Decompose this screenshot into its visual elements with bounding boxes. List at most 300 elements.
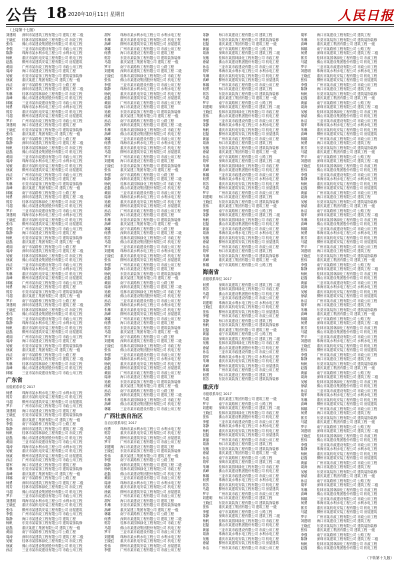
entry-name: 杨帆	[300, 91, 308, 96]
entry-text: 东莞市某装饰工程有限公司 建筑装饰装修	[218, 199, 279, 204]
entry-name: 胡军	[104, 393, 111, 397]
entry-text: 深圳市某建筑工程有限公司 建筑工程 二级	[120, 516, 182, 521]
entry-name: 徐斌	[202, 240, 210, 244]
entry-text: 东莞市某装饰工程有限公司 建筑装饰装修	[120, 55, 181, 60]
entry-text: 海口市某建设工程有限公司 建筑工程	[316, 411, 371, 415]
entry-name: 张伟	[104, 453, 111, 458]
entry-text: 柳州市某建筑安装工程有限公司 房屋建筑	[218, 186, 279, 190]
entry-name: 马超	[300, 150, 308, 154]
entry-name: 徐斌	[202, 451, 210, 455]
entry-text: 深圳市某建筑工程有限公司 建筑工程 二级	[316, 267, 379, 271]
header-rule-thin	[6, 26, 394, 27]
entry-name: 吴敏	[6, 73, 13, 78]
entry-name: 赵磊	[6, 150, 13, 154]
entry-name: 林娜	[104, 406, 111, 411]
entry-text: 佛山市某建设集团股份有限公司 机电工程	[120, 525, 181, 530]
entry-text: 广州市某市政工程有限公司 市政公用工程	[316, 244, 378, 249]
entry-text: 重庆市某机电安装工程有限公司 机电工程	[120, 37, 181, 42]
entry-name: 吴敏	[202, 235, 210, 240]
entry-text: 三亚市某市政建设有限公司 市政公用工程	[218, 473, 279, 478]
entry-text: 深圳市某建筑工程有限公司 建筑工程 二级	[218, 514, 280, 518]
entry-name: 罗平	[300, 64, 308, 69]
entry-name: 杨帆	[202, 217, 210, 222]
entry-name: 杨帆	[104, 467, 111, 471]
entry-name: 何勇	[104, 231, 111, 235]
entry-name: 朱琳	[104, 127, 111, 132]
entry-text: 深圳市某建筑工程有限公司 建筑工程 二级	[316, 483, 379, 487]
entry-text: 柳州市某建筑安装工程有限公司 房屋建筑	[218, 78, 279, 82]
entry-name: 陈静	[202, 213, 210, 217]
column-1	[6, 33, 99, 553]
entry-name: 何勇	[202, 478, 210, 482]
entry-name: 何勇	[300, 411, 308, 415]
entry-name: 孙洁	[300, 478, 308, 483]
entry-text: 珠海市某水利水电工程公司 水利水电工程	[22, 213, 83, 217]
entry-name: 赵磊	[300, 366, 308, 370]
entry-name: 林娜	[300, 496, 308, 501]
entry-name: 黄丽	[6, 334, 13, 339]
list-item	[203, 377, 296, 382]
entry-name: 张伟	[300, 438, 308, 442]
list-item	[203, 546, 296, 551]
entry-name: 徐斌	[6, 453, 13, 458]
entry-name: 黄丽	[202, 46, 210, 51]
entry-text: 佛山市某建设集团股份有限公司 机电工程	[316, 438, 378, 442]
entry-text: 佛山市某建设集团股份有限公司 机电工程	[316, 384, 378, 388]
entry-name: 朱琳	[104, 503, 111, 507]
entry-name: 马超	[6, 204, 13, 208]
entry-name: 胡军	[104, 123, 111, 127]
entry-name: 孙洁	[6, 548, 13, 552]
entry-name: 林娜	[202, 82, 210, 87]
entry-text: 佛山市某建设集团股份有限公司 机电工程	[120, 132, 181, 136]
entry-text: 三亚市某市政建设有限公司 市政公用工程	[120, 82, 181, 87]
entry-name: 吴敏	[6, 539, 13, 543]
entry-name: 王晓红	[104, 539, 115, 543]
entry-name: 郭芳	[104, 325, 111, 330]
entry-name: 周涛	[104, 105, 111, 109]
entry-name: 陈静	[104, 177, 111, 181]
entry-name: 赵磊	[104, 96, 111, 100]
entry-name: 孙洁	[6, 82, 13, 87]
entry-name: 杨帆	[6, 145, 13, 150]
entry-text: 佛山市某建设集团股份有限公司 机电工程	[218, 345, 279, 350]
entry-name: 吴敏	[300, 469, 308, 474]
entry-text: 重庆某建工集团有限公司 建筑工程 一级	[22, 132, 81, 136]
entry-name: 王晓红	[104, 343, 115, 348]
entry-name: 杨帆	[6, 325, 13, 330]
entry-name: 罗平	[300, 244, 308, 249]
entry-name: 朱琳	[202, 464, 210, 469]
entry-text: 桂林市某园林绿化工程有限公司 市政工程	[120, 73, 181, 78]
entry-text: 柳州市某建筑安装工程有限公司 房屋建筑	[120, 42, 181, 46]
entry-text: 三亚市某市政建设有限公司 市政公用工程	[22, 370, 83, 375]
entry-name: 马超	[104, 60, 111, 64]
entry-text: 三亚市某市政建设有限公司 市政公用工程	[316, 442, 378, 447]
entry-text: 东莞市某装饰工程有限公司 建筑装饰装修	[316, 253, 378, 258]
header-rule	[6, 24, 394, 25]
entry-name: 高峰	[6, 276, 13, 280]
entry-name: 陈静	[6, 141, 13, 145]
entry-text: 重庆某建工集团有限公司 建筑工程 一级	[22, 294, 81, 298]
entry-text: 柳州市某建筑安装工程有限公司 房屋建筑	[22, 114, 83, 118]
entry-name: 陈静	[6, 321, 13, 325]
entry-text: 桂林市某园林绿化工程有限公司 市政工程	[120, 181, 181, 186]
entry-text: 重庆市某机电安装工程有限公司 机电工程	[316, 127, 378, 132]
entry-text: 重庆某建工集团有限公司 建筑工程 一级	[218, 327, 277, 332]
entry-text: 重庆市某机电安装工程有限公司 机电工程	[120, 361, 181, 366]
entry-text: 珠海市某水利水电工程公司 水利水电工程	[22, 321, 83, 325]
entry-text: 桂林市某园林绿化工程有限公司 市政工程	[22, 253, 83, 258]
entry-name: 陈静	[6, 51, 13, 55]
entry-text: 重庆市某机电安装工程有限公司 机电工程	[22, 163, 83, 168]
entry-name: 陈静	[202, 514, 210, 518]
entry-name: 孙洁	[6, 172, 13, 177]
entry-name: 赵磊	[6, 60, 13, 64]
entry-name: 李强	[202, 314, 210, 318]
entry-name: 朱琳	[104, 307, 111, 312]
entry-text: 三亚市某市政建设有限公司 市政公用工程	[218, 419, 279, 424]
entry-text: 三亚市某市政建设有限公司 市政公用工程	[22, 262, 83, 267]
entry-name: 刘建明	[202, 496, 213, 500]
entry-name: 刘建明	[202, 406, 213, 410]
entry-name: 李强	[202, 118, 210, 123]
entry-name: 郭芳	[104, 145, 111, 150]
entry-name: 何勇	[300, 141, 308, 145]
entry-text: 柳州市某建筑安装工程有限公司 房屋建筑	[120, 204, 181, 208]
entry-text: 柳州市某建筑安装工程有限公司 房屋建筑	[22, 330, 83, 334]
entry-name: 林娜	[202, 172, 210, 177]
entry-text: 重庆市某机电安装工程有限公司 机电工程	[120, 539, 181, 543]
section-subtitle-guangdong: 省级联系单位 2017	[6, 385, 36, 389]
entry-name: 何勇	[6, 195, 13, 199]
entry-name: 周涛	[300, 465, 308, 469]
entry-text: 桂林市某园林绿化工程有限公司 市政工程	[120, 127, 181, 132]
entry-name: 高峰	[104, 132, 111, 136]
entry-text: 海口市某建设工程有限公司 建筑工程	[22, 408, 76, 413]
entry-name: 黄丽	[300, 370, 308, 375]
entry-name: 陈静	[300, 357, 308, 361]
entry-text: 佛山市某建设集团股份有限公司 机电工程	[218, 469, 279, 473]
entry-text: 深圳市某建筑工程有限公司 建筑工程 二级	[120, 462, 182, 467]
entry-text: 重庆市某机电安装工程有限公司 机电工程	[218, 73, 279, 78]
entry-name: 胡军	[202, 69, 210, 73]
entry-name: 郭芳	[6, 395, 13, 399]
entry-text: 桂林市某园林绿化工程有限公司 市政工程	[22, 307, 83, 312]
entry-text: 深圳市某建筑工程有限公司 建筑工程 二级	[218, 159, 280, 163]
entry-name: 罗平	[104, 154, 111, 159]
entry-text: 珠海市某水利水电工程公司 水利水电工程	[120, 357, 181, 361]
entry-name: 王晓红	[6, 127, 16, 132]
entry-text: 南宁市某路桥工程有限公司 公路工程	[120, 458, 175, 462]
entry-text: 佛山市某建设集团股份有限公司 机电工程	[120, 402, 181, 406]
entry-name: 陈静	[104, 462, 111, 467]
entry-name: 马超	[6, 294, 13, 298]
entry-name: 胡军	[6, 267, 13, 271]
entry-text: 桂林市某园林绿化工程有限公司 市政工程	[218, 55, 279, 60]
entry-text: 珠海市某水利水电工程公司 水利水电工程	[120, 141, 181, 145]
entry-name: 刘建明	[104, 249, 115, 253]
entry-name: 陈静	[202, 318, 210, 323]
entry-text: 东莞市某装饰工程有限公司 建筑装饰装修	[316, 523, 378, 528]
entry-name: 赵磊	[104, 366, 111, 370]
entry-text: 桂林市某园林绿化工程有限公司 市政工程	[316, 109, 378, 114]
entry-text: 东莞市某装饰工程有限公司 建筑装饰装修	[120, 109, 181, 114]
entry-name: 周涛	[6, 249, 13, 253]
entry-text: 海口市某建设工程有限公司 建筑工程	[120, 375, 175, 379]
entry-text: 重庆市某机电安装工程有限公司 机电工程	[120, 199, 181, 204]
entry-text: 东莞市某装饰工程有限公司 建筑装饰装修	[120, 503, 181, 507]
entry-name: 何勇	[300, 231, 308, 235]
entry-name: 孙洁	[104, 208, 111, 213]
entry-name: 李强	[6, 136, 13, 141]
entry-name: 王晓红	[104, 253, 115, 258]
entry-name: 李强	[6, 422, 13, 426]
entry-text: 珠海市某水利水电工程公司 水利水电工程	[22, 159, 83, 163]
entry-name: 郭芳	[202, 287, 210, 291]
entry-text: 海口市某建设工程有限公司 建筑工程	[316, 87, 371, 91]
entry-text: 广州市某市政工程有限公司 市政公用工程	[22, 334, 83, 339]
entry-name: 马超	[202, 291, 210, 296]
entry-text: 深圳市某建筑工程有限公司 建筑工程 二级	[22, 480, 84, 485]
entry-text: 南宁市某路桥工程有限公司 公路工程	[218, 455, 273, 460]
entry-name: 徐斌	[104, 204, 111, 208]
entry-name: 李强	[6, 46, 13, 51]
entry-name: 赵磊	[202, 42, 210, 46]
entry-text: 广州市某市政工程有限公司 市政公用工程	[218, 244, 279, 249]
entry-text: 三亚市某市政建设有限公司 市政公用工程	[218, 527, 279, 532]
entry-text: 桂林市某园林绿化工程有限公司 市政工程	[316, 55, 378, 60]
entry-name: 罗平	[104, 334, 111, 339]
entry-text: 东莞市某装饰工程有限公司 建筑装饰装修	[218, 323, 279, 327]
entry-name: 李强	[104, 458, 111, 462]
entry-text: 三亚市某市政建设有限公司 市政公用工程	[22, 316, 83, 321]
entry-text: 广州市某市政工程有限公司 市政公用工程	[218, 545, 279, 550]
entry-name: 杨帆	[300, 541, 308, 546]
entry-name: 胡军	[300, 123, 308, 127]
entry-text: 佛山市某建设集团股份有限公司 机电工程	[316, 60, 378, 64]
entry-text: 广州市某市政工程有限公司 市政公用工程	[120, 46, 181, 51]
entry-name: 陈静	[6, 516, 13, 521]
entry-name: 陈静	[104, 87, 111, 91]
entry-name: 马超	[202, 487, 210, 491]
entry-text: 珠海市某水利水电工程公司 水利水电工程	[316, 177, 378, 181]
entry-name: 孙洁	[300, 208, 308, 213]
entry-name: 杨帆	[300, 451, 308, 456]
entry-name: 朱琳	[6, 271, 13, 276]
entry-name: 黄丽	[6, 244, 13, 249]
entry-text: 三亚市某市政建设有限公司 市政公用工程	[218, 296, 279, 300]
entry-name: 王晓红	[202, 500, 213, 505]
entry-name: 徐斌	[104, 294, 111, 298]
entry-name: 张伟	[202, 505, 210, 509]
entry-name: 孙洁	[6, 352, 13, 357]
entry-name: 林娜	[104, 226, 111, 231]
entry-text: 三亚市某市政建设有限公司 市政公用工程	[218, 172, 279, 177]
entry-text: 桂林市某园林绿化工程有限公司 市政工程	[316, 541, 378, 546]
entry-text: 珠海市某水利水电工程公司 水利水电工程	[316, 123, 378, 127]
entry-text: 南宁市某路桥工程有限公司 公路工程	[120, 334, 175, 339]
entry-text: 柳州市某建筑安装工程有限公司 房屋建筑	[316, 510, 378, 514]
entry-text: 珠海市某水利水电工程公司 水利水电工程	[22, 51, 83, 55]
entry-text: 南宁市某路桥工程有限公司 公路工程	[218, 332, 273, 336]
entry-text: 广州市某市政工程有限公司 市政公用工程	[22, 404, 83, 408]
entry-text: 广州市某市政工程有限公司 市政公用工程	[22, 458, 83, 462]
entry-text: 柳州市某建筑安装工程有限公司 房屋建筑	[218, 433, 279, 437]
entry-text: 重庆市某机电安装工程有限公司 机电工程	[22, 109, 83, 114]
entry-name: 林娜	[6, 370, 13, 375]
entry-text: 佛山市某建设集团股份有限公司 机电工程	[22, 366, 83, 370]
entry-text: 深圳市某建筑工程有限公司 建筑工程 二级	[316, 159, 379, 163]
entry-text: 珠海市某水利水电工程公司 水利水电工程	[316, 285, 378, 289]
entry-text: 重庆某建工集团有限公司 建筑工程 一级	[120, 222, 179, 226]
entry-name: 刘建明	[104, 159, 115, 163]
entry-name: 陈静	[300, 267, 308, 271]
entry-name: 刘建明	[300, 339, 311, 343]
entry-name: 马超	[300, 60, 308, 64]
entry-name: 赵磊	[104, 276, 111, 280]
entry-text: 三亚市某市政建设有限公司 市政公用工程	[120, 406, 181, 411]
entry-text: 重庆市某机电安装工程有限公司 机电工程	[218, 482, 279, 487]
entry-name: 黄丽	[202, 226, 210, 231]
entry-name: 朱琳	[104, 397, 111, 402]
entry-text: 重庆某建工集团有限公司 建筑工程 一级	[218, 204, 277, 208]
entry-name: 林娜	[300, 316, 308, 321]
entry-name: 李强	[104, 548, 111, 552]
entry-name: 陈静	[6, 426, 13, 431]
entry-name: 郭芳	[104, 521, 111, 525]
entry-name: 何勇	[300, 51, 308, 55]
entry-name: 林娜	[104, 512, 111, 516]
entry-name: 高峰	[202, 363, 210, 368]
entry-text: 佛山市某建设集团股份有限公司 机电工程	[218, 114, 279, 118]
entry-text: 珠海市某水利水电工程公司 水利水电工程	[316, 501, 378, 505]
entry-name: 张伟	[300, 258, 308, 262]
entry-name: 周涛	[202, 231, 210, 235]
entry-text: 广州市某市政工程有限公司 市政公用工程	[120, 548, 181, 552]
entry-text: 重庆某建工集团有限公司 建筑工程 一级	[22, 240, 81, 244]
entry-name: 孙洁	[300, 388, 308, 393]
entry-text: 柳州市某建筑安装工程有限公司 房屋建筑	[218, 487, 279, 491]
entry-name: 周涛	[104, 480, 111, 485]
entry-text: 海口市某建设工程有限公司 建筑工程	[120, 213, 175, 217]
entry-text: 东莞市某装饰工程有限公司 建筑装饰装修	[120, 379, 181, 384]
entry-text: 佛山市某建设集团股份有限公司 机电工程	[218, 523, 279, 527]
entry-text: 重庆市某机电安装工程有限公司 机电工程	[316, 397, 378, 402]
entry-text: 珠海市某水利水电工程公司 水利水电工程	[218, 123, 279, 127]
entry-name: 郭芳	[104, 55, 111, 60]
entry-name: 孙洁	[6, 262, 13, 267]
entry-text: 桂林市某园林绿化工程有限公司 市政工程	[218, 217, 279, 222]
entry-name: 孙洁	[300, 298, 308, 303]
entry-text: 柳州市某建筑安装工程有限公司 房屋建筑	[218, 132, 279, 136]
entry-text: 深圳市某建筑工程有限公司 建筑工程 二级	[120, 231, 182, 235]
entry-text: 三亚市某市政建设有限公司 市政公用工程	[218, 226, 279, 231]
entry-name: 周涛	[6, 159, 13, 163]
entry-text: 重庆市某机电安装工程有限公司 机电工程	[316, 451, 378, 456]
entry-text: 广州市某市政工程有限公司 市政公用工程	[316, 136, 378, 141]
entry-name: 孙洁	[202, 455, 210, 460]
entry-text: 桂林市某园林绿化工程有限公司 市政工程	[120, 289, 181, 294]
entry-text: 广州市某市政工程有限公司 市政公用工程	[218, 190, 279, 195]
entry-text: 海口市某建设工程有限公司 建筑工程	[316, 249, 371, 253]
list-item	[104, 407, 197, 412]
entry-text: 重庆某建工集团有限公司 建筑工程 一级	[22, 348, 81, 352]
entry-text: 重庆某建工集团有限公司 建筑工程 一级	[120, 114, 179, 118]
entry-name: 周涛	[6, 534, 13, 539]
entry-name: 李强	[202, 419, 210, 424]
entry-text: 三亚市某市政建设有限公司 市政公用工程	[218, 64, 279, 69]
section-heading-guangdong: 广东省	[6, 378, 23, 384]
entry-text: 佛山市某建设集团股份有限公司 机电工程	[218, 291, 279, 296]
entry-name: 张伟	[104, 78, 111, 82]
entry-text: 珠海市某水利水电工程公司 水利水电工程	[120, 534, 181, 539]
entry-name: 刘建明	[6, 33, 16, 37]
entry-name: 胡军	[202, 159, 210, 163]
entry-name: 罗平	[202, 491, 210, 496]
entry-text: 南宁市某路桥工程有限公司 公路工程	[22, 476, 76, 480]
entry-name: 杨帆	[6, 521, 13, 525]
entry-name: 李强	[300, 82, 308, 87]
entry-name: 赵磊	[300, 96, 308, 100]
entry-text: 佛山市某建设集团股份有限公司 机电工程	[316, 330, 378, 334]
entry-name: 吴敏	[104, 485, 111, 489]
entry-text: 海口市某建设工程有限公司 建筑工程	[218, 195, 273, 199]
entry-name: 马超	[104, 150, 111, 154]
entry-name: 高峰	[104, 222, 111, 226]
entry-name: 孙洁	[202, 64, 210, 69]
entry-name: 李强	[300, 532, 308, 537]
entry-text: 广州市某市政工程有限公司 市政公用工程	[316, 190, 378, 195]
entry-text: 海口市某建设工程有限公司 建筑工程	[22, 516, 76, 521]
entry-name: 王晓红	[104, 73, 115, 78]
entry-text: 三亚市某市政建设有限公司 市政公用工程	[218, 350, 279, 354]
entry-text: 南宁市某路桥工程有限公司 公路工程	[22, 190, 76, 195]
entry-text: 重庆某建工集团有限公司 建筑工程 一级	[22, 417, 81, 422]
entry-text: 三亚市某市政建设有限公司 市政公用工程	[120, 476, 181, 480]
entry-name: 高峰	[300, 402, 308, 406]
entry-name: 周涛	[104, 375, 111, 379]
entry-text: 三亚市某市政建设有限公司 市政公用工程	[120, 530, 181, 534]
entry-name: 孙洁	[300, 118, 308, 123]
entry-text: 桂林市某园林绿化工程有限公司 市政工程	[120, 521, 181, 525]
entry-text: 广州市某市政工程有限公司 市政公用工程	[22, 172, 83, 177]
entry-name: 何勇	[104, 426, 111, 431]
entry-name: 张伟	[104, 348, 111, 352]
entry-text: 重庆市某机电安装工程有限公司 机电工程	[22, 271, 83, 276]
entry-name: 高峰	[300, 312, 308, 316]
entry-text: 海口市某建设工程有限公司 建筑工程	[316, 519, 371, 523]
list-item	[6, 548, 99, 553]
entry-name: 林娜	[300, 46, 308, 51]
entry-text: 重庆某建工集团有限公司 建筑工程 一级	[316, 96, 375, 100]
entry-text: 柳州市某建筑安装工程有限公司 房屋建筑	[120, 366, 181, 370]
entry-text: 东莞市某装饰工程有限公司 建筑装饰装修	[22, 343, 83, 348]
entry-name: 王晓红	[6, 307, 16, 312]
entry-text: 东莞市某装饰工程有限公司 建筑装饰装修	[22, 413, 83, 417]
entry-name: 郭芳	[300, 55, 308, 60]
entry-text: 南宁市某路桥工程有限公司 公路工程	[120, 280, 175, 285]
entry-name: 赵磊	[202, 327, 210, 332]
entry-name: 孙洁	[202, 154, 210, 159]
entry-name: 赵磊	[6, 240, 13, 244]
entry-text: 广州市某市政工程有限公司 市政公用工程	[218, 82, 279, 87]
entry-name: 郭芳	[104, 235, 111, 240]
entry-name: 胡军	[104, 213, 111, 217]
entry-name: 朱琳	[300, 217, 308, 222]
entry-name: 何勇	[202, 282, 210, 287]
entry-name: 黄丽	[202, 437, 210, 442]
